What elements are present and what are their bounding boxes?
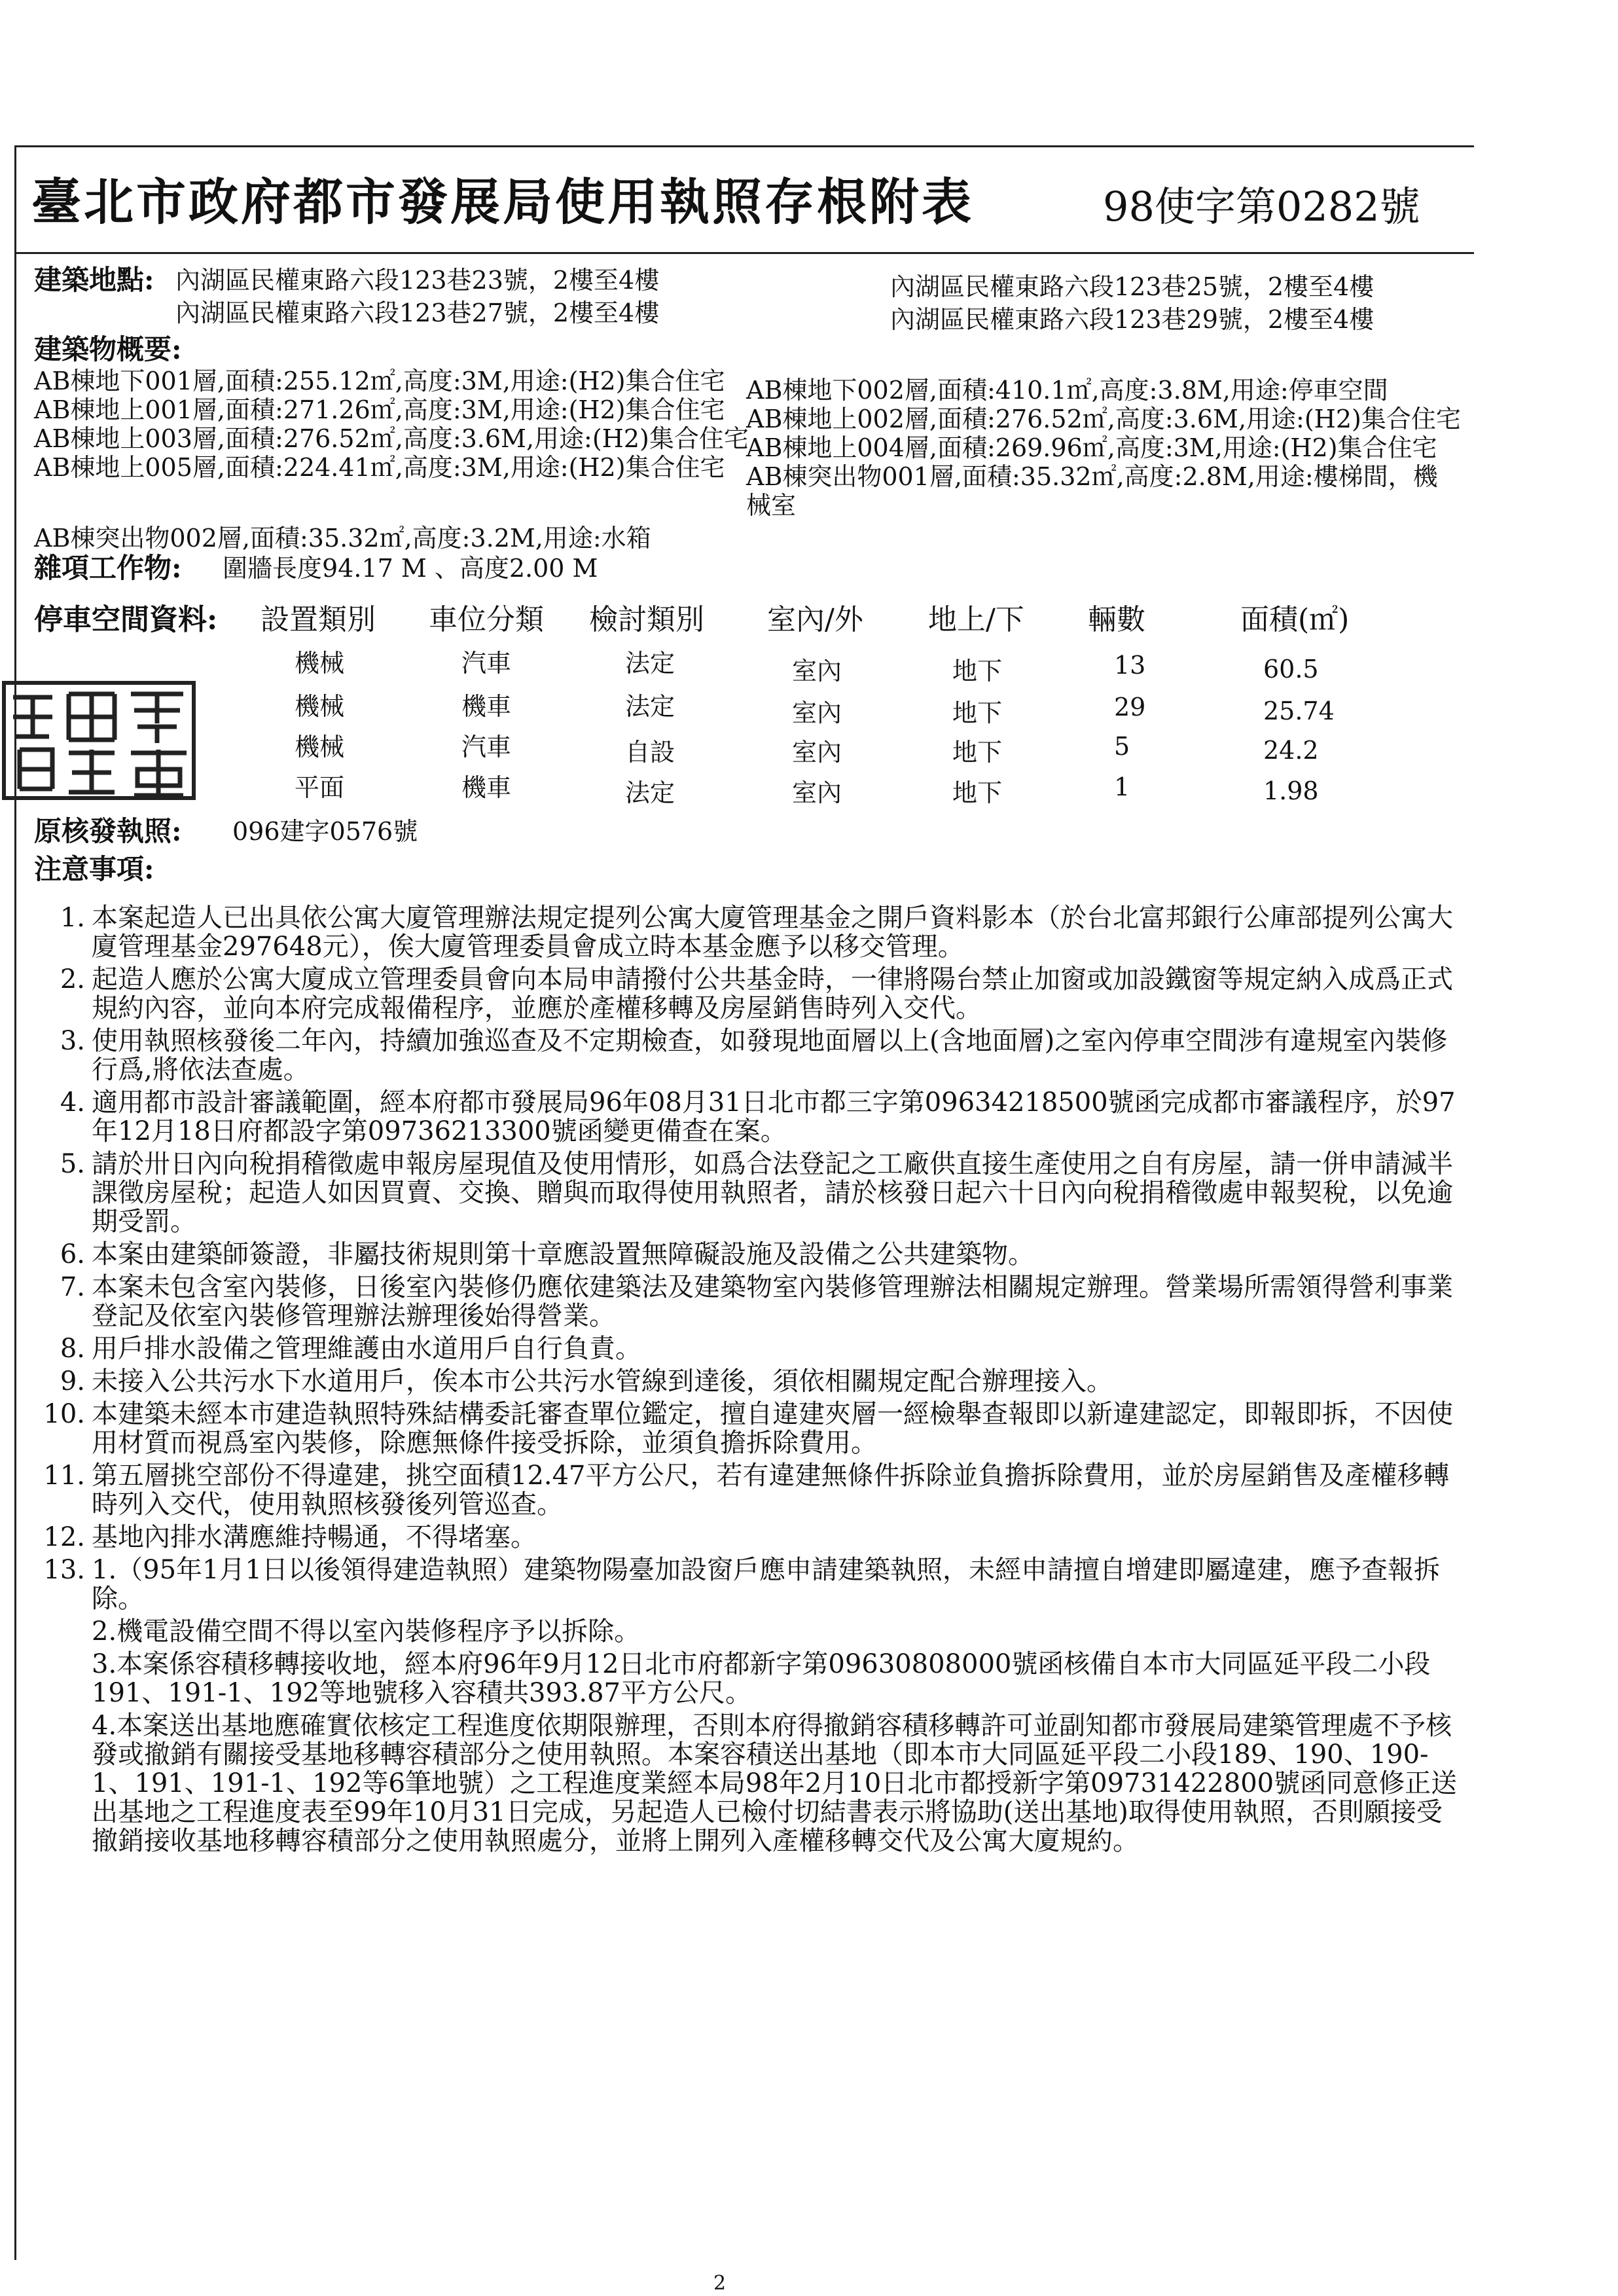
note-item xyxy=(31,965,1462,1023)
note-number: 4. xyxy=(60,1087,85,1118)
parking-cell: 汽車 xyxy=(461,733,512,761)
building-left-1: AB棟地下001層,面積:255.12㎡,高度:3M,用途:(H2)集合住宅 xyxy=(34,367,725,395)
note-number: 5. xyxy=(60,1149,85,1179)
note-item xyxy=(31,1556,1462,1613)
site-label: 建築地點: xyxy=(34,264,154,296)
site-address-2: 內湖區民權東路六段123巷25號，2樓至4樓 xyxy=(890,272,1375,301)
note-item xyxy=(31,903,1462,961)
parking-cell: 機械 xyxy=(295,649,345,678)
original-permit-value: 096建字0576號 xyxy=(232,817,418,846)
note-sub-item: 3.本案係容積移轉接收地，經本府96年9月12日北市府都新字第09630808000號函核備自本市大同區延平段二小段191、191-1、192等地號移入容積共393.87平方公尺。 xyxy=(92,1649,1431,1708)
parking-cell: 汽車 xyxy=(461,649,512,678)
note-text: 起造人應於公寓大廈成立管理委員會向本局申請撥付公共基金時，一律將陽台禁止加窗或加設鐵窗等規定納入成爲正式規約內容，並向本府完成報備程序，並應於產權移轉及房屋銷售時列入交代。 xyxy=(92,964,1453,1023)
parking-cell: 法定 xyxy=(625,692,675,721)
building-left-3: AB棟地上003層,面積:276.52㎡,高度:3.6M,用途:(H2)集合住宅 xyxy=(34,424,749,453)
parking-cell: 機車 xyxy=(461,773,512,802)
parking-header-count: 輛數 xyxy=(1088,603,1145,636)
building-left-4: AB棟地上005層,面積:224.41㎡,高度:3M,用途:(H2)集合住宅 xyxy=(34,453,725,482)
parking-cell: 室內 xyxy=(792,778,842,807)
parking-cell: 地下 xyxy=(952,657,1003,685)
parking-cell: 法定 xyxy=(625,649,675,678)
misc-label: 雜項工作物: xyxy=(34,552,182,584)
document-title: 臺北市政府都市發展局使用執照存根附表 xyxy=(31,173,974,231)
note-item xyxy=(31,1461,1462,1519)
note-sub-item: 4.本案送出基地應確實依核定工程進度依期限辦理，否則本府得撤銷容積移轉許可並副知都市發展局建築管理處不予核發或撤銷有關接受基地移轉容積部分之使用執照。本案容積送出基地（即本市大同區延平段二小段189、190、190-1、191、191-1、192等6筆地號）之工程進度業經本局98年2月10日北市都授新字第09731422800號函同意修正送出基地之工程進度表至99年10月31日完成，另起造人已檢付切結書表示將協助(送出基地)取得使用執照，否則願接受撤銷接收基地移轉容積部分之使用執照處分，並將上開列入產權移轉交代及公寓大廈規約。 xyxy=(92,1711,1458,1856)
parking-header-level: 地上/下 xyxy=(928,603,1024,636)
note-item xyxy=(31,1027,1462,1084)
parking-cell: 機械 xyxy=(295,733,345,761)
document-number: 98使字第0282號 xyxy=(1103,183,1420,230)
note-item xyxy=(31,1334,1462,1363)
note-text: 1.（95年1月1日以後領得建造執照）建築物陽臺加設窗戶應申請建築執照，未經申請擅自增建即屬違建，應予查報拆除。 xyxy=(92,1555,1440,1614)
notes-list xyxy=(31,903,1462,1859)
parking-cell: 1.98 xyxy=(1263,776,1319,805)
building-label: 建築物概要: xyxy=(34,333,182,365)
building-left-2: AB棟地上001層,面積:271.26㎡,高度:3M,用途:(H2)集合住宅 xyxy=(34,395,725,424)
note-text: 請於卅日內向稅捐稽徵處申報房屋現值及使用情形，如爲合法登記之工廠供直接生產使用之自有房屋，請一併申請減半課徵房屋稅；起造人如因買賣、交換、贈與而取得使用執照者，請於核發日起六十日內向稅捐稽徵處申報契稅，以免逾期受罰。 xyxy=(92,1149,1453,1237)
building-right-4: AB棟突出物001層,面積:35.32㎡,高度:2.8M,用途:樓梯間，機 xyxy=(746,462,1438,491)
note-text: 適用都市設計審議範圍，經本府都市發展局96年08月31日北市都三字第09634218500號函完成都市審議程序，於97年12月18日府都設字第09736213300號函變更備查在案。 xyxy=(92,1087,1456,1146)
site-address-4: 內湖區民權東路六段123巷29號，2樓至4樓 xyxy=(890,305,1375,334)
note-text: 基地內排水溝應維持暢通，不得堵塞。 xyxy=(92,1522,537,1552)
note-text: 本案未包含室內裝修，日後室內裝修仍應依建築法及建築物室內裝修管理辦法相關規定辦理。營業場所需領得營利事業登記及依室內裝修管理辦法辦理後始得營業。 xyxy=(92,1272,1453,1331)
site-address-1: 內湖區民權東路六段123巷23號，2樓至4樓 xyxy=(175,266,660,295)
parking-cell: 室內 xyxy=(792,738,842,767)
note-item xyxy=(31,1367,1462,1396)
parking-header-indoor: 室內/外 xyxy=(767,603,863,636)
note-number: 11. xyxy=(43,1461,85,1491)
note-text: 使用執照核發後二年內，持續加強巡查及不定期檢查，如發現地面層以上(含地面層)之室內停車空間涉有違規室內裝修行爲,將依法查處。 xyxy=(92,1026,1448,1085)
parking-cell: 29 xyxy=(1114,693,1146,721)
parking-cell: 法定 xyxy=(625,778,675,807)
building-right-2: AB棟地上002層,面積:276.52㎡,高度:3.6M,用途:(H2)集合住宅 xyxy=(746,405,1461,433)
note-text: 用戶排水設備之管理維護由水道用戶自行負責。 xyxy=(92,1334,641,1364)
note-text: 未接入公共污水下水道用戶，俟本市公共污水管線到達後，須依相關規定配合辦理接入。 xyxy=(92,1366,1113,1396)
note-number: 9. xyxy=(60,1366,85,1396)
parking-cell: 13 xyxy=(1114,651,1146,680)
parking-cell: 1 xyxy=(1114,773,1130,801)
parking-header-vehicle: 車位分類 xyxy=(429,603,544,636)
note-item xyxy=(31,1400,1462,1457)
note-item xyxy=(31,1150,1462,1236)
parking-cell: 平面 xyxy=(295,773,345,802)
parking-cell: 地下 xyxy=(952,699,1003,727)
notes-label: 注意事項: xyxy=(34,853,154,885)
note-text: 第五層挑空部份不得違建，挑空面積12.47平方公尺，若有違建無條件拆除並負擔拆除費用，並於房屋銷售及產權移轉時列入交代，使用執照核發後列管巡查。 xyxy=(92,1461,1450,1520)
parking-cell: 地下 xyxy=(952,778,1003,807)
frame-top-line xyxy=(14,145,1474,147)
original-permit-label: 原核發執照: xyxy=(34,815,182,847)
misc-value: 圍牆長度94.17 M 、高度2.00 M xyxy=(223,554,598,583)
frame-left-line xyxy=(14,145,16,2260)
parking-header-type: 設置類別 xyxy=(261,603,376,636)
site-address-3: 內湖區民權東路六段123巷27號，2樓至4樓 xyxy=(175,299,660,327)
note-number: 8. xyxy=(60,1334,85,1364)
title-divider xyxy=(14,252,1474,254)
note-item xyxy=(31,1523,1462,1552)
note-number: 12. xyxy=(43,1522,85,1552)
note-item xyxy=(31,1088,1462,1146)
parking-cell: 地下 xyxy=(952,738,1003,767)
building-right-1: AB棟地下002層,面積:410.1㎡,高度:3.8M,用途:停車空間 xyxy=(746,376,1388,405)
parking-cell: 5 xyxy=(1114,732,1130,761)
parking-cell: 機車 xyxy=(461,692,512,721)
parking-cell: 60.5 xyxy=(1263,655,1319,683)
note-text: 本案由建築師簽證，非屬技術規則第十章應設置無障礙設施及設備之公共建築物。 xyxy=(92,1239,1034,1269)
parking-cell: 24.2 xyxy=(1263,736,1319,765)
parking-cell: 室內 xyxy=(792,699,842,727)
parking-cell: 25.74 xyxy=(1263,697,1335,725)
parking-cell: 室內 xyxy=(792,657,842,685)
building-right-5: 械室 xyxy=(746,491,797,520)
building-right-3: AB棟地上004層,面積:269.96㎡,高度:3M,用途:(H2)集合住宅 xyxy=(746,433,1437,462)
building-extra: AB棟突出物002層,面積:35.32㎡,高度:3.2M,用途:水箱 xyxy=(34,524,651,553)
parking-header-area: 面積(㎡) xyxy=(1240,603,1350,636)
note-number: 1. xyxy=(60,903,85,933)
note-text: 本案起造人已出具依公寓大廈管理辦法規定提列公寓大廈管理基金之開戶資料影本（於台北富邦銀行公庫部提列公寓大廈管理基金297648元），俟大廈管理委員會成立時本基金應予以移交管理。 xyxy=(92,903,1453,962)
note-number: 13. xyxy=(43,1555,85,1585)
parking-label: 停車空間資料: xyxy=(34,603,218,636)
parking-header-review: 檢討類別 xyxy=(589,603,704,636)
parking-cell: 自設 xyxy=(625,738,675,767)
note-item xyxy=(31,1240,1462,1269)
note-sub-item: 2.機電設備空間不得以室內裝修程序予以拆除。 xyxy=(92,1616,641,1647)
seal-stamp-icon xyxy=(0,678,200,802)
note-number: 10. xyxy=(43,1399,85,1429)
parking-cell: 機械 xyxy=(295,692,345,721)
note-text: 本建築未經本市建造執照特殊結構委託審查單位鑑定，擅自違建夾層一經檢舉查報即以新違建認定，即報即拆，不因使用材質而視爲室內裝修，除應無條件接受拆除，並須負擔拆除費用。 xyxy=(92,1399,1453,1458)
note-item xyxy=(31,1273,1462,1330)
note-number: 6. xyxy=(60,1239,85,1269)
note-number: 2. xyxy=(60,964,85,994)
note-number: 3. xyxy=(60,1026,85,1056)
note-number: 7. xyxy=(60,1272,85,1302)
page-number: 2 xyxy=(713,2272,727,2295)
